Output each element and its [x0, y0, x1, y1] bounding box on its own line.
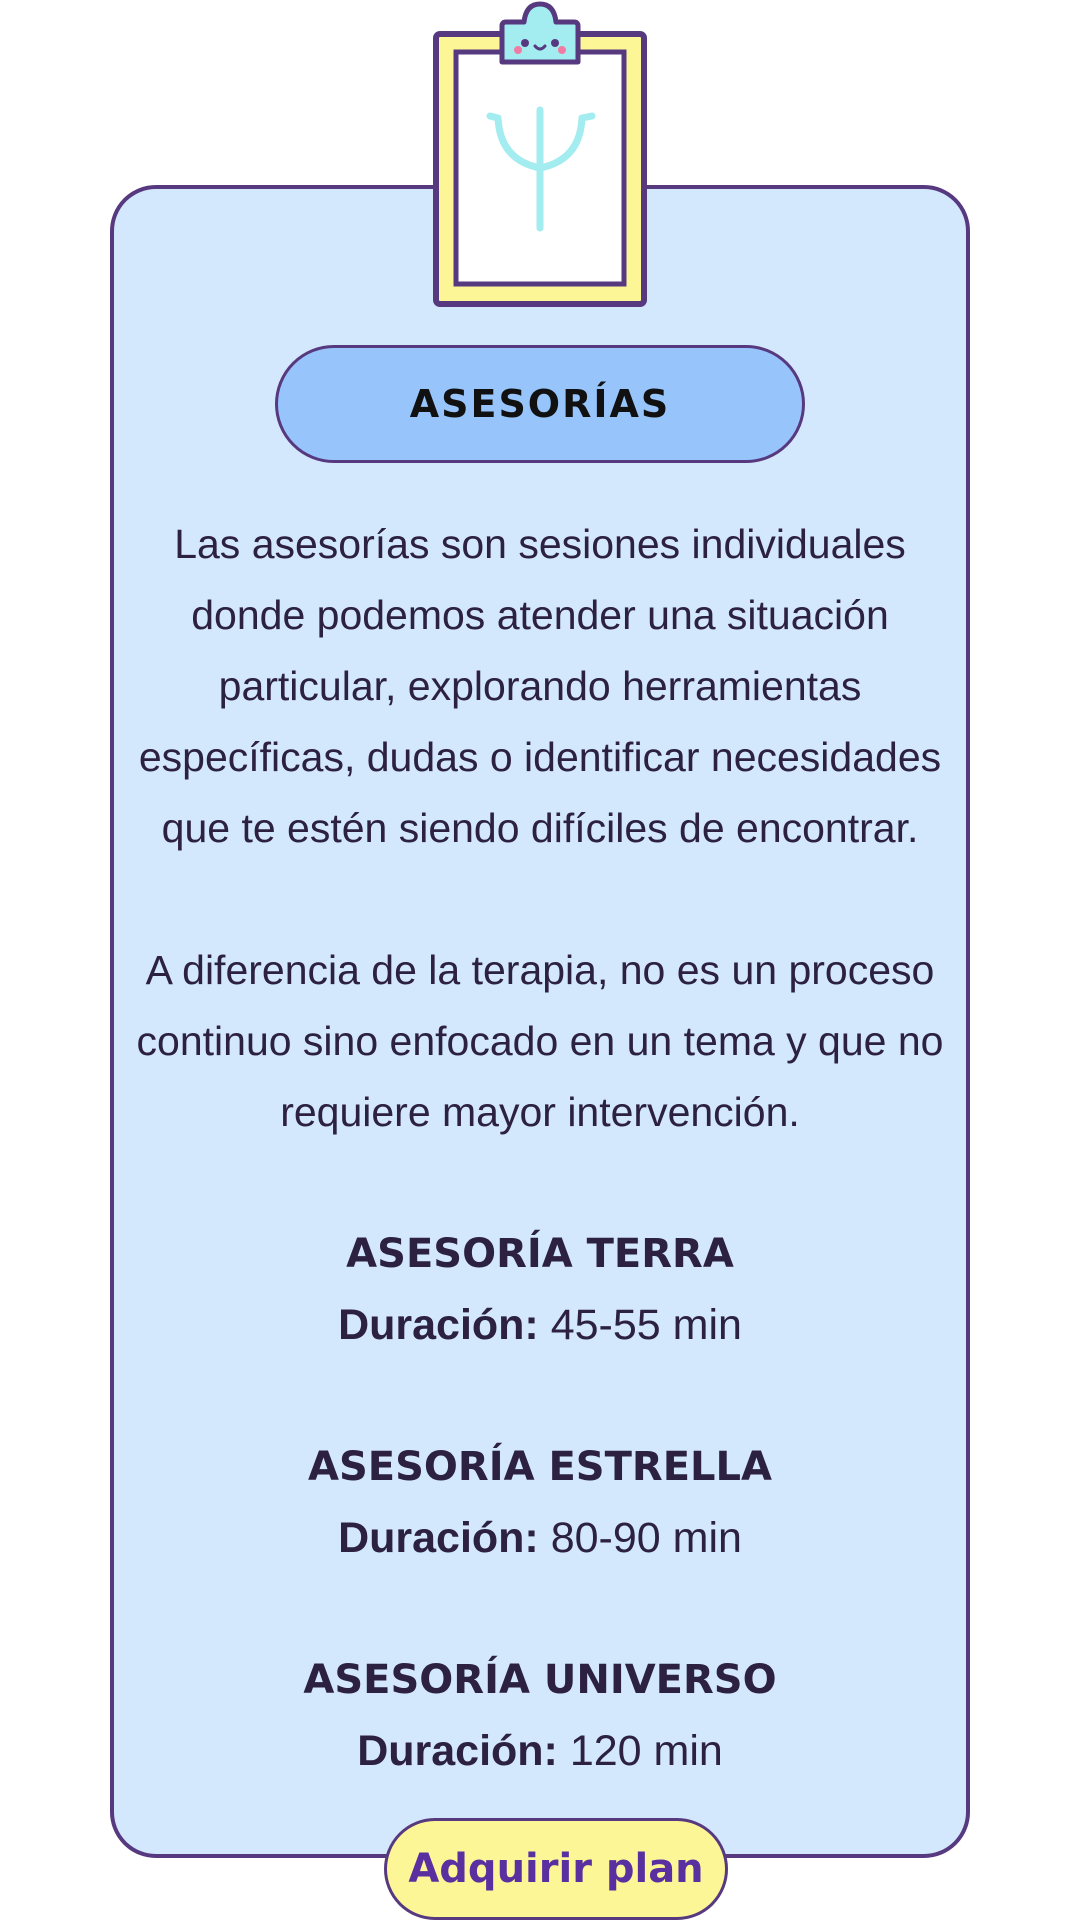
- plan-name: ASESORÍA UNIVERSO: [303, 1657, 777, 1703]
- plan-duration: [112, 1716, 968, 1787]
- acquire-plan-button[interactable]: [384, 1818, 728, 1920]
- card-description-2: A diferencia de la terapia, no es un proceso continuo sino enfocado en un tema y que no requiere mayor intervención.: [136, 947, 944, 1135]
- plan-duration: [112, 1290, 968, 1361]
- plan-item: [112, 1432, 968, 1574]
- plan-duration-value: 45-55 min: [550, 1301, 742, 1349]
- card-title-pill: [275, 345, 805, 463]
- plan-duration-label: Duración:: [357, 1727, 558, 1775]
- acquire-plan-label: Adquirir plan: [408, 1846, 704, 1892]
- card-title: ASESORÍAS: [409, 382, 671, 426]
- clipboard-psi-icon: [430, 0, 650, 310]
- plan-name: ASESORÍA ESTRELLA: [308, 1444, 772, 1490]
- plan-duration-value: 80-90 min: [550, 1514, 742, 1562]
- plan-duration-value: 120 min: [569, 1727, 723, 1775]
- plan-duration: [112, 1503, 968, 1574]
- card-description-1: Las asesorías son sesiones individuales donde podemos atender una situación particular, explorando herramientas específicas, dudas o identificar necesidades que te estén siendo difíciles de encontrar.: [138, 521, 942, 851]
- plan-item: [112, 1645, 968, 1787]
- plan-name: ASESORÍA TERRA: [346, 1231, 734, 1277]
- plan-item: [112, 1219, 968, 1361]
- plan-duration-label: Duración:: [338, 1514, 539, 1562]
- plan-duration-label: Duración:: [338, 1301, 539, 1349]
